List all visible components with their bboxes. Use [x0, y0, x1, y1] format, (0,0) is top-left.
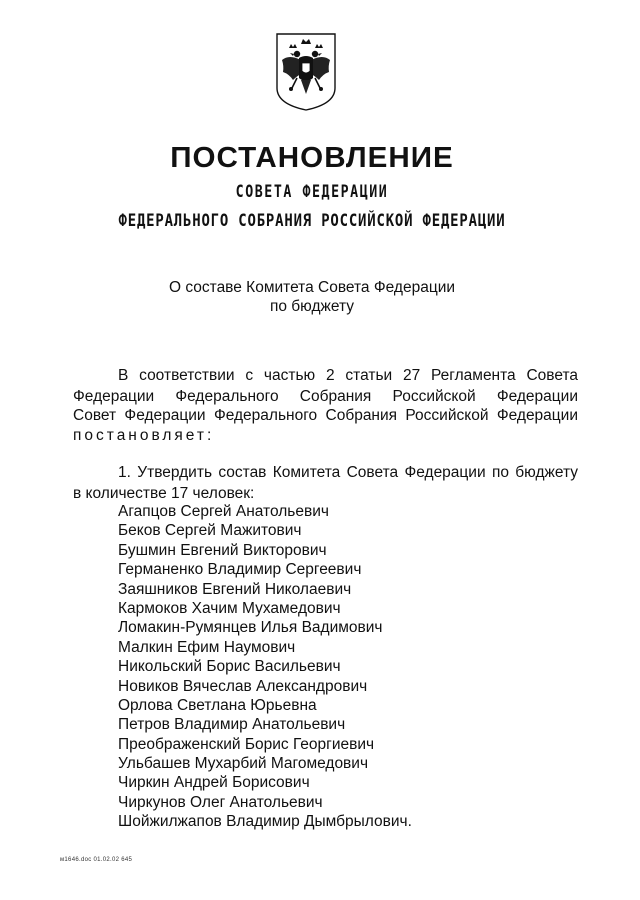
preamble-line-1: В соответствии с частью 2 статьи 27 Регламента Совета [118, 367, 578, 384]
list-item: Кармоков Хачим Мухамедович [118, 599, 341, 617]
list-item: Бушмин Евгений Викторович [118, 541, 327, 559]
list-item: Беков Сергей Мажитович [118, 522, 302, 540]
list-item: Ломакин-Румянцев Илья Вадимович [118, 619, 383, 637]
clause-1-line-2: в количестве 17 человек: [73, 485, 255, 502]
member-list [118, 502, 412, 832]
document-type-heading: ПОСТАНОВЛЕНИЕ [170, 142, 454, 174]
list-item: Чиркин Андрей Борисович [118, 774, 310, 792]
list-item: Ульбашев Мухарбий Магомедович [118, 755, 369, 773]
russian-coat-of-arms-emblem [275, 32, 337, 112]
list-item: Шойжилжапов Владимир Дымбрылович. [118, 813, 412, 831]
list-item: Преображенский Борис Георгиевич [118, 735, 375, 753]
list-item: Агапцов Сергей Анатольевич [118, 503, 329, 520]
list-item: Чиркунов Олег Анатольевич [118, 793, 323, 811]
preamble-line-2: Федерации Федерального Собрания Российской Федерации [73, 388, 578, 405]
subject-line-1: О составе Комитета Совета Федерации [168, 279, 456, 296]
preamble-line-3: Совет Федерации Федерального Собрания Российской Федерации [73, 407, 578, 424]
list-item: Малкин Ефим Наумович [118, 638, 296, 656]
subject-line-2: по бюджету [269, 298, 355, 315]
issuer-line-2: ФЕДЕРАЛЬНОГО СОБРАНИЯ РОССИЙСКОЙ ФЕДЕРАЦИИ [118, 211, 506, 231]
preamble-resolves: постановляет: [73, 427, 215, 444]
list-item: Никольский Борис Васильевич [118, 658, 341, 676]
issuer-line-1: СОВЕТА ФЕДЕРАЦИИ [235, 182, 389, 202]
footer-document-code: м1646.doc 01.02.02 645 [60, 857, 133, 863]
list-item: Петров Владимир Анатольевич [118, 716, 346, 734]
clause-1-line-1: 1. Утвердить состав Комитета Совета Федерации по бюджету [118, 464, 578, 481]
list-item: Германенко Владимир Сергеевич [118, 561, 362, 579]
list-item: Заяшников Евгений Николаевич [118, 580, 352, 598]
list-item: Орлова Светлана Юрьевна [118, 696, 317, 714]
list-item: Новиков Вячеслав Александрович [118, 677, 368, 695]
